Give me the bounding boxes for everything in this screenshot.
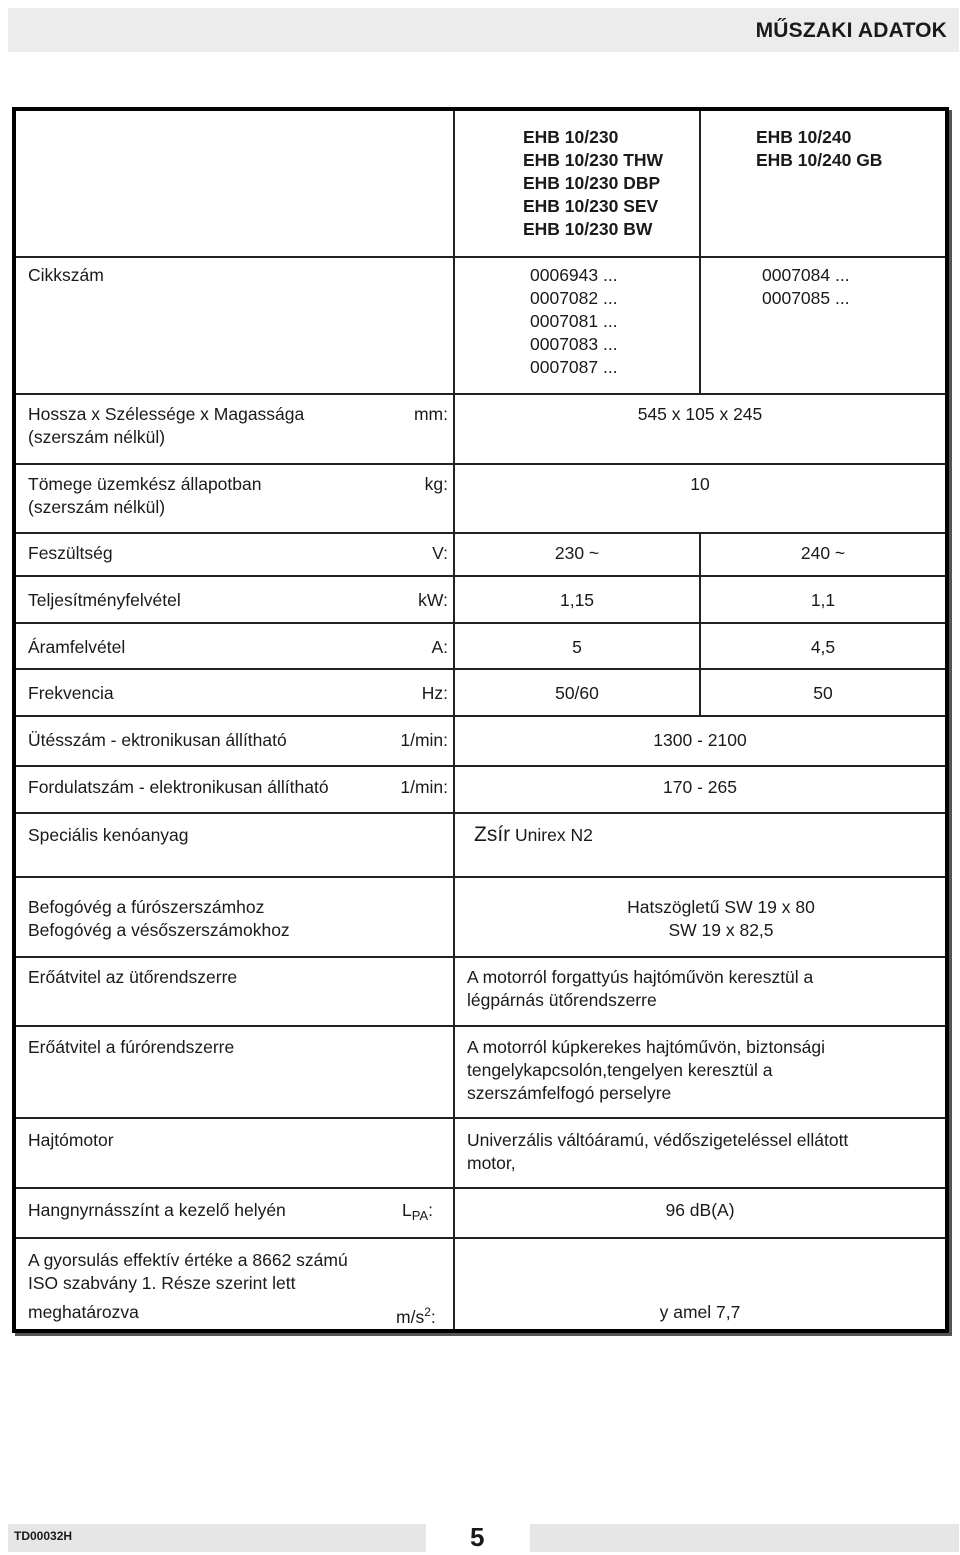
row-divider xyxy=(16,622,945,624)
row-divider xyxy=(16,812,945,814)
row-label: (szerszám nélkül) xyxy=(28,427,166,447)
row-label: Frekvencia xyxy=(28,683,114,703)
row-divider xyxy=(16,1237,945,1239)
row-divider xyxy=(16,1187,945,1189)
row-value: 5 xyxy=(572,637,582,657)
column-divider xyxy=(453,111,455,1329)
unit-superscript: 2 xyxy=(424,1305,431,1319)
model-name: EHB 10/230 DBP xyxy=(523,173,661,193)
row-unit xyxy=(402,1199,433,1227)
row-value: y amel 7,7 xyxy=(659,1302,741,1322)
row-unit: 1/min: xyxy=(400,730,448,750)
row-label: Hangnyrnásszínt a kezelő helyén xyxy=(28,1200,286,1220)
row-divider xyxy=(16,876,945,878)
model-name: EHB 10/230 SEV xyxy=(523,196,659,216)
row-unit: Hz: xyxy=(421,683,448,703)
article-number: 0007082 ... xyxy=(530,288,618,308)
unit-main: L xyxy=(402,1200,412,1220)
row-divider xyxy=(16,256,945,258)
page-number: 5 xyxy=(470,1522,485,1552)
lubricant-value xyxy=(474,823,593,847)
article-number: 0007083 ... xyxy=(530,334,618,354)
row-value: Univerzális váltóáramú, védőszigeteléssel ellátott xyxy=(467,1130,849,1150)
row-value: 1300 - 2100 xyxy=(653,730,747,750)
page-title: MŰSZAKI ADATOK xyxy=(755,19,947,42)
row-label: Cikkszám xyxy=(28,265,104,285)
row-label: ISO szabvány 1. Része szerint lett xyxy=(28,1273,296,1293)
model-name: EHB 10/240 xyxy=(756,127,852,147)
row-value: 50/60 xyxy=(555,683,599,703)
row-value: 1,1 xyxy=(810,590,836,610)
footer-bar-right xyxy=(530,1524,959,1552)
row-unit: V: xyxy=(432,543,448,563)
row-value: 230 ~ xyxy=(554,543,600,563)
row-value: 96 dB(A) xyxy=(665,1200,735,1220)
row-label: (szerszám nélkül) xyxy=(28,497,166,517)
row-divider xyxy=(16,668,945,670)
row-value: Hatszögletű SW 19 x 80 xyxy=(627,897,815,917)
article-number: 0007087 ... xyxy=(530,357,618,377)
row-label: Teljesítményfelvétel xyxy=(28,590,181,610)
row-unit xyxy=(396,1301,436,1329)
lubricant-name: Unirex N2 xyxy=(510,825,593,845)
row-value: SW 19 x 82,5 xyxy=(668,920,774,940)
row-divider xyxy=(16,1117,945,1119)
row-unit: mm: xyxy=(413,404,448,424)
row-divider xyxy=(16,463,945,465)
row-label: A gyorsulás effektív értéke a 8662 számú xyxy=(28,1250,348,1270)
row-label: Erőátvitel a fúrórendszerre xyxy=(28,1037,235,1057)
column-divider xyxy=(699,111,701,394)
article-number: 0006943 ... xyxy=(530,265,618,285)
lubricant-prefix: Zsír xyxy=(474,823,511,846)
row-value: 4,5 xyxy=(810,637,836,657)
row-label: Befogóvég a fúrószerszámhoz xyxy=(28,897,265,917)
row-unit: 1/min: xyxy=(400,777,448,797)
unit-colon: : xyxy=(430,1307,436,1327)
row-label: meghatározva xyxy=(28,1302,139,1322)
row-value: motor, xyxy=(467,1153,516,1173)
model-name: EHB 10/230 THW xyxy=(523,150,664,170)
row-value: 240 ~ xyxy=(800,543,846,563)
article-number: 0007084 ... xyxy=(762,265,850,285)
row-label: Ütésszám - ektronikusan állítható xyxy=(28,730,287,750)
row-value: tengelykapcsolón,tengelyen keresztül a xyxy=(467,1060,773,1080)
row-divider xyxy=(16,393,945,395)
row-value: 170 - 265 xyxy=(663,777,737,797)
row-label: Befogóvég a vésőszerszámokhoz xyxy=(28,920,290,940)
row-divider xyxy=(16,715,945,717)
row-label: Fordulatszám - elektronikusan állítható xyxy=(28,777,329,797)
row-unit: kW: xyxy=(418,590,448,610)
model-name: EHB 10/240 GB xyxy=(756,150,883,170)
model-name: EHB 10/230 xyxy=(523,127,619,147)
row-divider xyxy=(16,575,945,577)
row-divider xyxy=(16,1025,945,1027)
row-value: légpárnás ütőrendszerre xyxy=(467,990,657,1010)
row-unit: A: xyxy=(431,637,448,657)
row-value: 50 xyxy=(813,683,833,703)
row-value: szerszámfelfogó perselyre xyxy=(467,1083,672,1103)
unit-main: m/s xyxy=(396,1307,425,1327)
row-divider xyxy=(16,956,945,958)
row-value: A motorról kúpkerekes hajtóművön, biztonsági xyxy=(467,1037,825,1057)
row-value: 545 x 105 x 245 xyxy=(637,404,763,424)
unit-subscript: PA xyxy=(411,1208,429,1223)
row-value: A motorról forgattyús hajtóművön keresztül a xyxy=(467,967,814,987)
row-divider xyxy=(16,532,945,534)
row-unit: kg: xyxy=(424,474,448,494)
row-label: Hossza x Szélessége x Magassága xyxy=(28,404,305,424)
document-code: TD00032H xyxy=(14,1529,73,1543)
row-label: Tömege üzemkész állapotban xyxy=(28,474,262,494)
row-value: 1,15 xyxy=(559,590,595,610)
article-number: 0007085 ... xyxy=(762,288,850,308)
article-number: 0007081 ... xyxy=(530,311,618,331)
row-value: 10 xyxy=(690,474,710,494)
row-divider xyxy=(16,765,945,767)
row-label: Speciális kenóanyag xyxy=(28,825,189,845)
row-label: Hajtómotor xyxy=(28,1130,114,1150)
model-name: EHB 10/230 BW xyxy=(523,219,653,239)
row-label: Áramfelvétel xyxy=(28,637,126,657)
unit-colon: : xyxy=(428,1200,433,1220)
row-label: Erőátvitel az ütőrendszerre xyxy=(28,967,238,987)
row-label: Feszültség xyxy=(28,543,113,563)
